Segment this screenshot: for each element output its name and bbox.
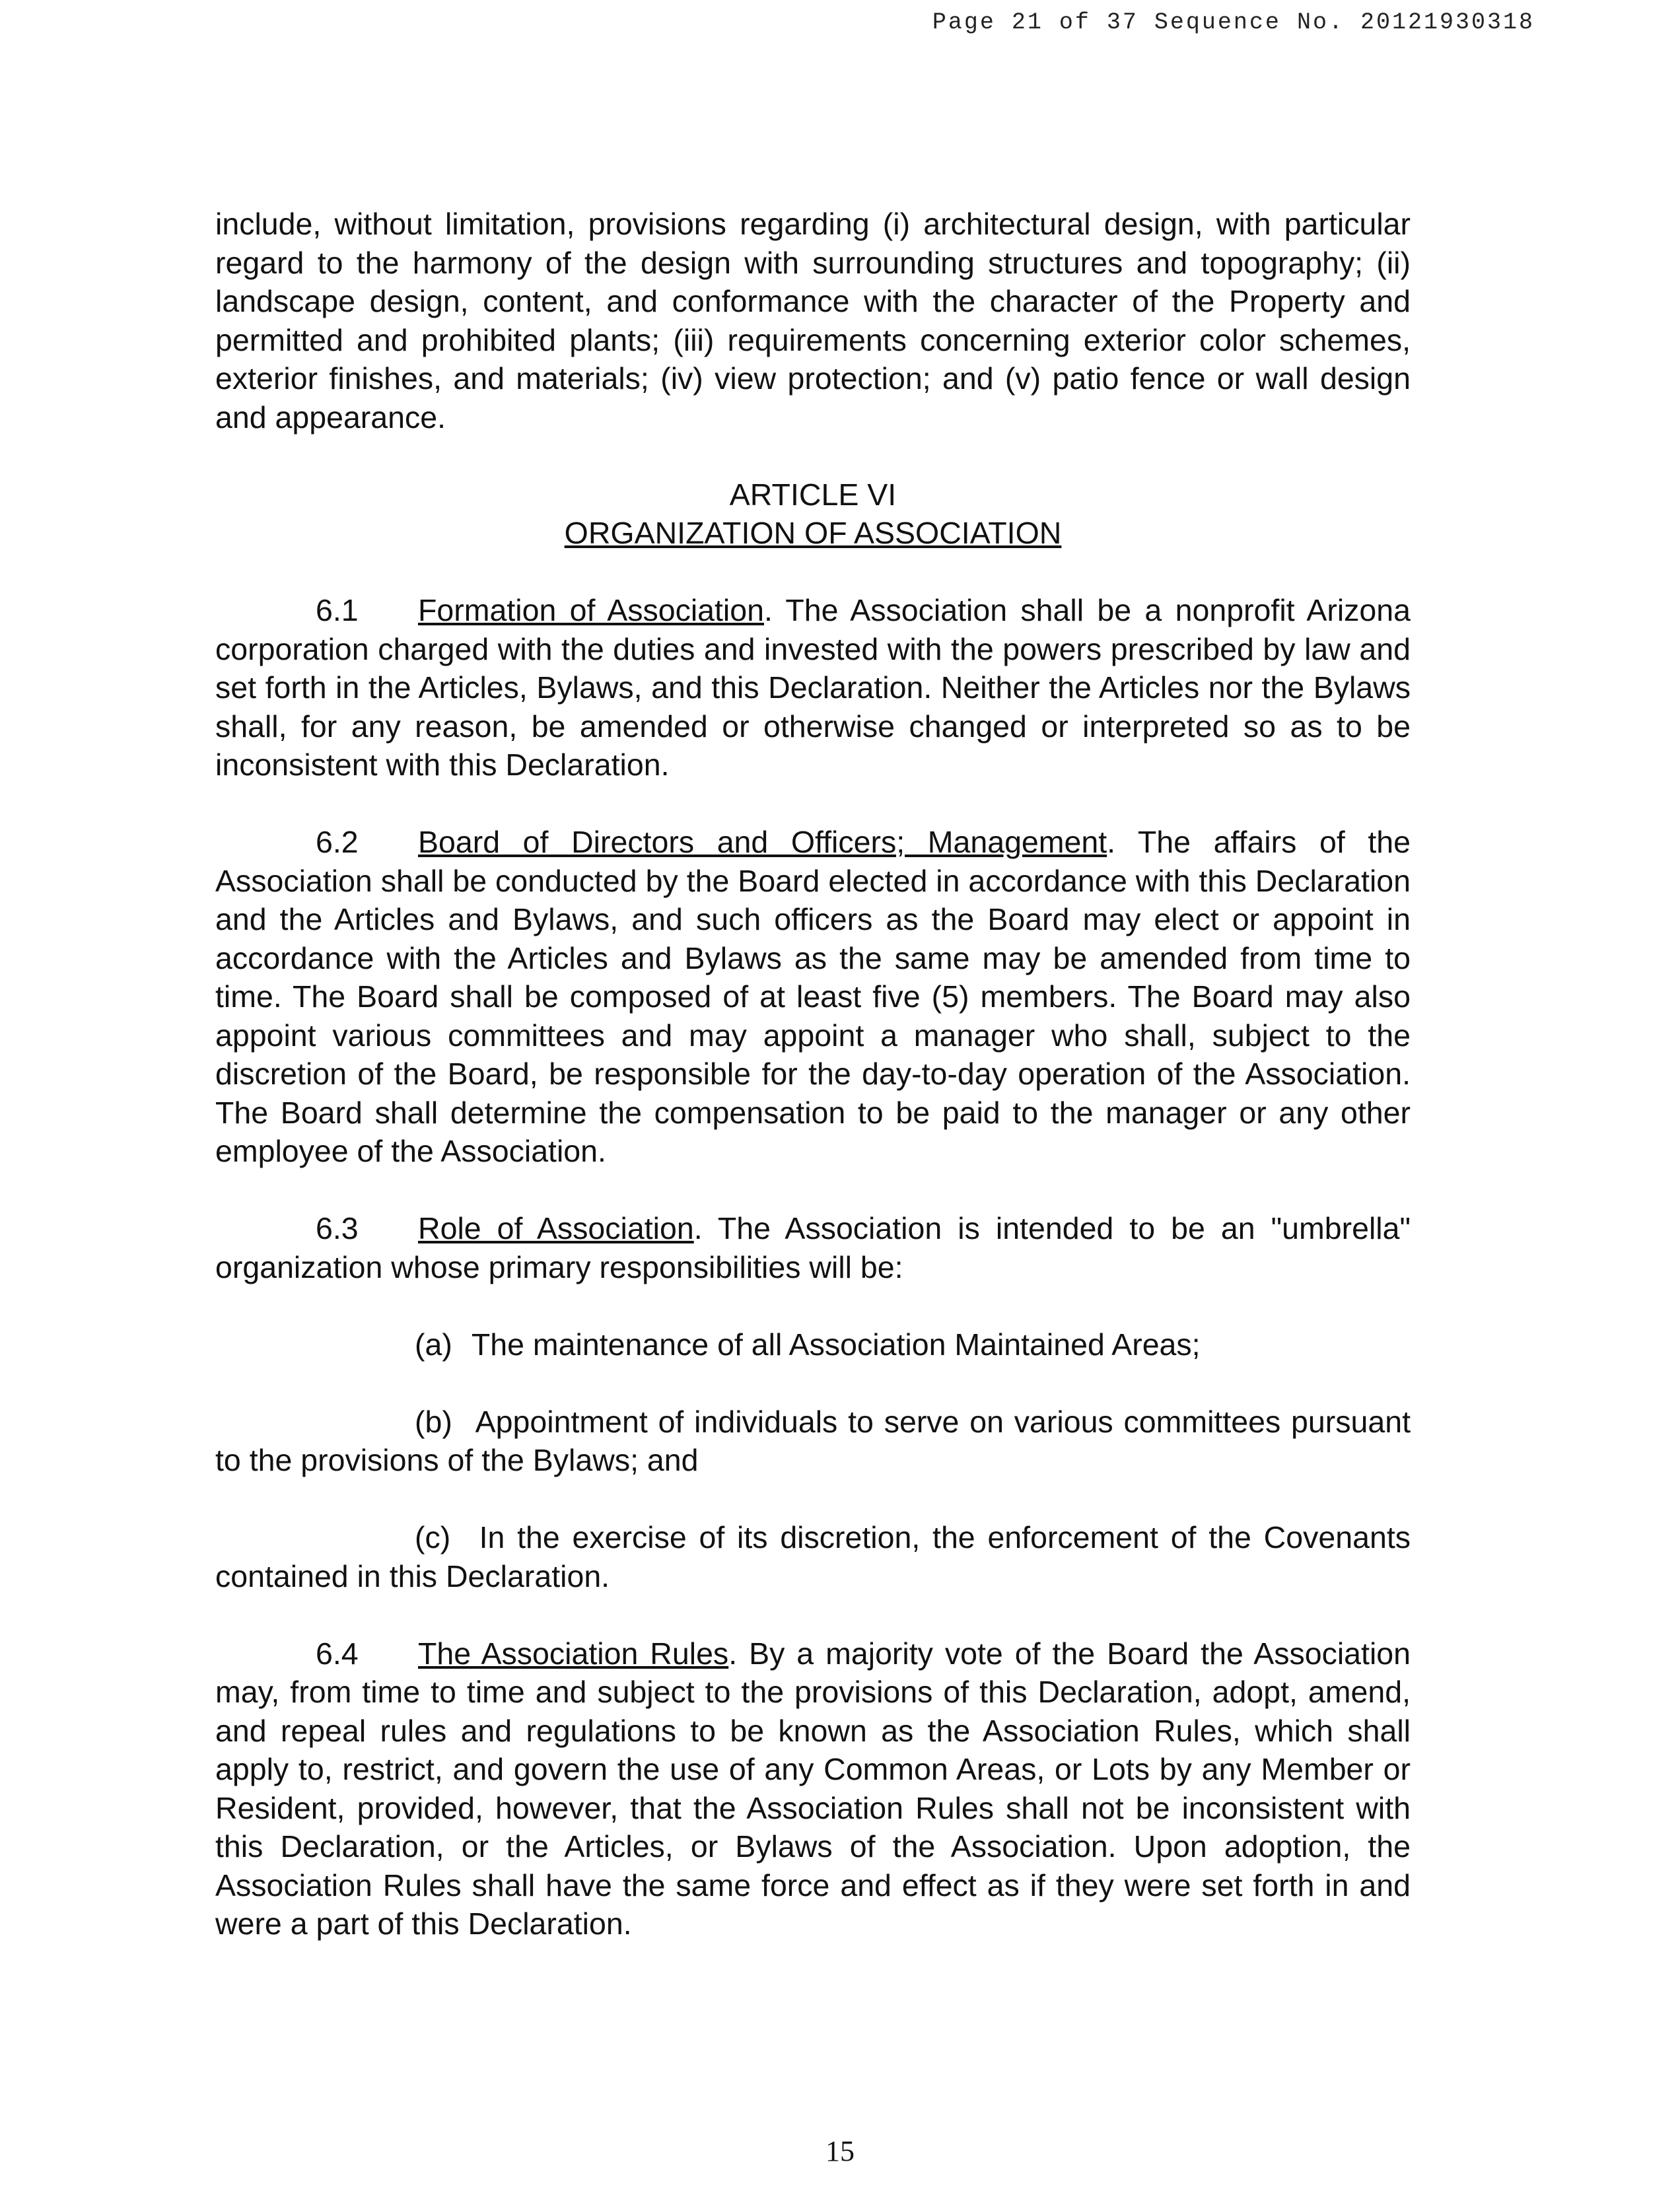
subitem-b	[215, 1403, 1411, 1480]
section-6-1	[215, 591, 1411, 785]
subitem-text: In the exercise of its discretion, the enforcement of the Covenants contained in this Declaration.	[215, 1520, 1411, 1593]
subitem-a	[215, 1325, 1411, 1364]
section-title: Role of Association	[418, 1211, 694, 1245]
section-number: 6.3	[316, 1211, 359, 1245]
subitem-label: (a)	[415, 1327, 452, 1362]
subitem-c	[215, 1518, 1411, 1595]
article-subtitle: ORGANIZATION OF ASSOCIATION	[564, 516, 1062, 550]
document-body	[215, 205, 1411, 1943]
section-6-2	[215, 823, 1411, 1171]
section-body: . The Association shall be a nonprofit Arizona corporation charged with the duties and invested with the powers prescribed by law and set forth in the Articles, Bylaws, and this Declaration. Neither the Articles nor the Bylaws shall, for any reason, be amended or otherwise changed or interpreted so as to be inconsistent with this Declaration.	[215, 593, 1411, 782]
page-header: Page 21 of 37 Sequence No. 20121930318	[932, 9, 1535, 36]
article-title: ARTICLE VI	[729, 477, 897, 512]
section-title: The Association Rules	[418, 1636, 729, 1671]
section-body: . By a majority vote of the Board the Association may, from time to time and subject to the provisions of this Declaration, adopt, amend, and repeal rules and regulations to be known as the Association Rules, which shall apply to, restrict, and govern the use of any Common Areas, or Lots by any Member or Resident, provided, however, that the Association Rules shall not be inconsistent with this Declaration, or the Articles, or Bylaws of the Association. Upon adoption, the Association Rules shall have the same force and effect as if they were set forth in and were a part of this Declaration.	[215, 1636, 1411, 1941]
section-body: . The Association is intended to be an "umbrella" organization whose primary responsibilities will be:	[215, 1211, 1411, 1284]
page-number: 15	[825, 2135, 855, 2167]
section-6-4	[215, 1634, 1411, 1943]
continuation-paragraph: include, without limitation, provisions regarding (i) architectural design, with particular regard to the harmony of the design with surrounding structures and topography; (ii) landscape design, content, and conformance with the character of the Property and permitted and prohibited plants; (iii) requirements concerning exterior color schemes, exterior finishes, and materials; (iv) view protection; and (v) patio fence or wall design and appearance.	[215, 207, 1411, 435]
section-6-3	[215, 1209, 1411, 1286]
article-heading	[215, 475, 1411, 553]
section-number: 6.4	[316, 1636, 359, 1671]
subitem-text: Appointment of individuals to serve on various committees pursuant to the provisions of the Bylaws; and	[215, 1404, 1411, 1477]
section-number: 6.2	[316, 825, 359, 859]
subitem-label: (c)	[415, 1520, 451, 1555]
section-title: Formation of Association	[418, 593, 764, 627]
subitem-label: (b)	[415, 1404, 452, 1439]
subitem-text: The maintenance of all Association Maintained Areas;	[471, 1327, 1201, 1362]
section-number: 6.1	[316, 593, 359, 627]
section-title: Board of Directors and Officers; Management	[418, 825, 1107, 859]
section-body: . The affairs of the Association shall be conducted by the Board elected in accordance with this Declaration and the Articles and Bylaws, and such officers as the Board may elect or appoint in accordance with the Articles and Bylaws as the same may be amended from time to time. The Board shall be composed of at least five (5) members. The Board may also appoint various committees and may appoint a manager who shall, subject to the discretion of the Board, be responsible for the day-to-day operation of the Association. The Board shall determine the compensation to be paid to the manager or any other employee of the Association.	[215, 825, 1411, 1168]
